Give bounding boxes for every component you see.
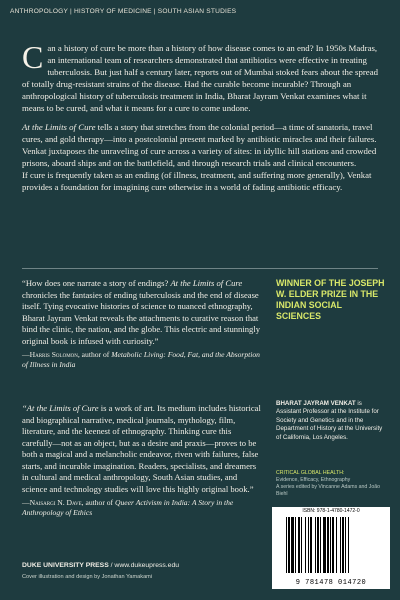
q1-body: chronicles the fantasies of ending tuberculosis and the end of disease itself. Tying evocative histories of science to nuanced ethnography, Bharat Jayram Venkat reveals the attachments to curative reason that bind the clinic, the nation, and the globe. This electric and stunningly original book is infused with curiosity.” bbox=[22, 289, 261, 346]
author-bio-text: is Assistant Professor at the Institute for Society and Genetics and in the Department of History at the University of California, Los Angeles. bbox=[276, 400, 383, 441]
publisher-name: DUKE UNIVERSITY PRESS bbox=[22, 562, 109, 569]
isbn-text: ISBN: 978-1-4780-1472-0 bbox=[302, 508, 360, 514]
barcode bbox=[272, 507, 390, 589]
description-p2 bbox=[22, 121, 378, 169]
q1-author-book: Metabolic Living: Food, Fat, and the Absorption of Illness in India bbox=[22, 350, 260, 370]
endorsement-2-attribution bbox=[22, 498, 262, 519]
author-bio bbox=[276, 400, 388, 442]
publisher-url: / www.dukeupress.edu bbox=[108, 562, 180, 569]
endorsement-2 bbox=[22, 403, 262, 519]
description bbox=[22, 39, 379, 193]
description-p3: If cure is frequently taken as an ending (of illness, treatment, and suffering more generally), Venkat provides a foundation for imagining cure otherwise in a world of fading antibiotic efficacy. bbox=[22, 169, 372, 193]
series-subtitle: Evidence, Efficacy, Ethnography bbox=[276, 477, 351, 483]
series-title: CRITICAL GLOBAL HEALTH: bbox=[276, 470, 345, 476]
description-p1-text: an a history of cure be more than a history of how disease comes to an end? In 1950s Madras, an international team of researchers demonstrated that antibiotics were effective in treating tuberculosis. But just half a century later, reports out of Mumbai stoked fears about the spread of totally drug-resistant strains of the disease. Had the curable become incurable? Through an anthropological history of tuberculosis treatment in India, Bharat Jayram Venkat examines what it means to be cured, and what it means for a cure to come undone. bbox=[22, 43, 379, 114]
publisher bbox=[22, 562, 179, 569]
endorsement-1-text bbox=[22, 278, 262, 347]
endorsement-1 bbox=[22, 278, 262, 371]
category-line: ANTHROPOLOGY | HISTORY OF MEDICINE | SOUTH ASIAN STUDIES bbox=[10, 8, 237, 15]
q1-lead: “How does one narrate a story of endings? bbox=[22, 278, 171, 288]
award-text: WINNER OF THE JOSEPH W. ELDER PRIZE IN THE INDIAN SOCIAL SCIENCES bbox=[276, 278, 385, 321]
endorsement-2-text bbox=[22, 403, 262, 495]
cover-credit: Cover illustration and design by Jonathan Yamakami bbox=[22, 574, 153, 580]
barcode-bar bbox=[349, 517, 352, 573]
q2-title: “At the Limits of Cure bbox=[22, 403, 99, 413]
series-editors: A series edited by Vincanne Adams and João Biehl bbox=[276, 484, 381, 497]
drop-cap: C bbox=[22, 39, 44, 75]
description-p2-text: tells a story that stretches from the colonial period—a time of sanatoria, travel cures, and gold therapy—into a postcolonial present marked by antibiotic miracles and their failures. Venkat juxtaposes the unraveling of cure across a variety of sites: in idyllic hill stations and crowded prisons, aboard ships and on the battlefield, and through research trials and clinical encounters. bbox=[22, 121, 377, 168]
description-p1 bbox=[22, 39, 379, 115]
q2-author: —Naisargi N. Dave, bbox=[22, 498, 84, 507]
q1-title: At the Limits of Cure bbox=[170, 278, 243, 288]
q1-author-of: author of bbox=[79, 350, 112, 359]
q1-author: —Harris Solomon, bbox=[22, 350, 80, 359]
author-name: BHARAT JAYRAM VENKAT bbox=[276, 400, 356, 407]
barcode-digits: 9 781478 014720 bbox=[295, 579, 367, 587]
q2-body: is a work of art. Its medium includes historical and biographical narrative, medical journals, mythology, film, literature, and the keenest of ethnography. Thinking cure this carefully—not as an object, but as a desire and praxis—proves to be both a magical and a melancholic endeavor, riven with failures, false starts, and incurable imagination. Readers, specialists, and dreamers in cultural and medical anthropology, South Asian studies, and science and technology studies will love this highly original book.” bbox=[22, 403, 261, 494]
endorsement-1-attribution bbox=[22, 350, 262, 371]
book-title-inline: At the Limits of Cure bbox=[22, 121, 96, 132]
barcode-bars bbox=[286, 517, 372, 573]
series-info bbox=[276, 470, 388, 498]
q2-author-book: Queer Activism in India: A Story in the Anthropology of Ethics bbox=[22, 498, 234, 518]
divider bbox=[22, 268, 378, 269]
q2-author-of: author of bbox=[83, 498, 115, 507]
